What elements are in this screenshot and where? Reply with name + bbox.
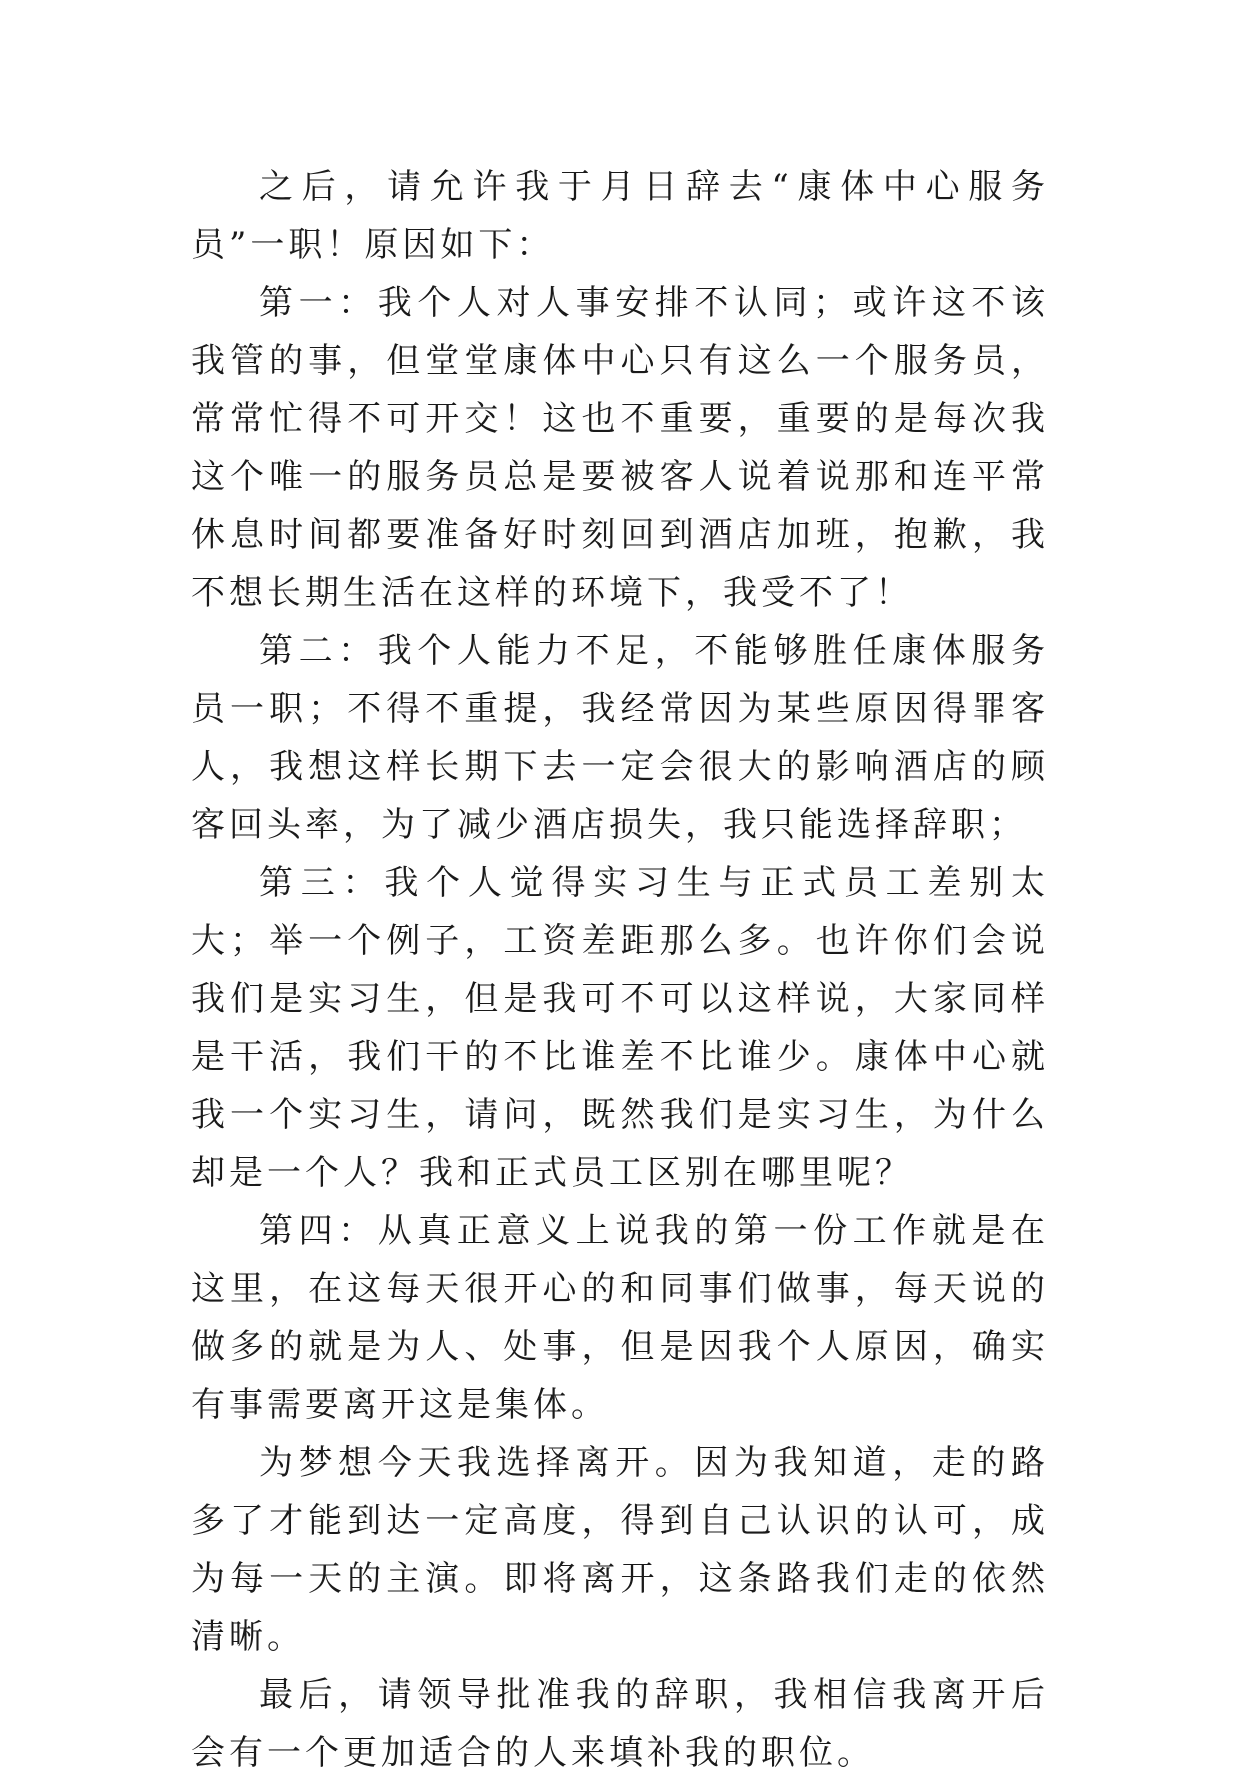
paragraph-reason-two: 第二：我个人能力不足，不能够胜任康体服务员一职；不得不重提，我经常因为某些原因得罪客人，我想这样长期下去一定会很大的影响酒店的顾客回头率，为了减少酒店损失，我只能选择辞职； [191, 631, 1049, 845]
paragraph-reason-four: 第四：从真正意义上说我的第一份工作就是在这里，在这每天很开心的和同事们做事，每天说的做多的就是为人、处事，但是因我个人原因，确实有事需要离开这是集体。 [191, 1211, 1049, 1425]
paragraph-dream: 为梦想今天我选择离开。因为我知道，走的路多了才能到达一定高度，得到自己认识的认可，成为每一天的主演。即将离开，这条路我们走的依然清晰。 [191, 1443, 1049, 1657]
paragraph-closing: 最后，请领导批准我的辞职，我相信我离开后会有一个更加适合的人来填补我的职位。 [191, 1675, 1049, 1773]
paragraph-reason-three: 第三：我个人觉得实习生与正式员工差别太大；举一个例子，工资差距那么多。也许你们会说我们是实习生，但是我可不可以这样说，大家同样是干活，我们干的不比谁差不比谁少。康体中心就我一个实习生，请问，既然我们是实习生，为什么却是一个人？我和正式员工区别在哪里呢？ [191, 863, 1049, 1193]
paragraph-reason-one: 第一：我个人对人事安排不认同；或许这不该我管的事，但堂堂康体中心只有这么一个服务员，常常忙得不可开交！这也不重要，重要的是每次我这个唯一的服务员总是要被客人说着说那和连平常休息时间都要准备好时刻回到酒店加班，抱歉，我不想长期生活在这样的环境下，我受不了！ [191, 283, 1049, 613]
document-body [191, 158, 1049, 1782]
paragraph-intro: 之后，请允许我于月日辞去“康体中心服务员”一职！原因如下： [191, 167, 1049, 265]
